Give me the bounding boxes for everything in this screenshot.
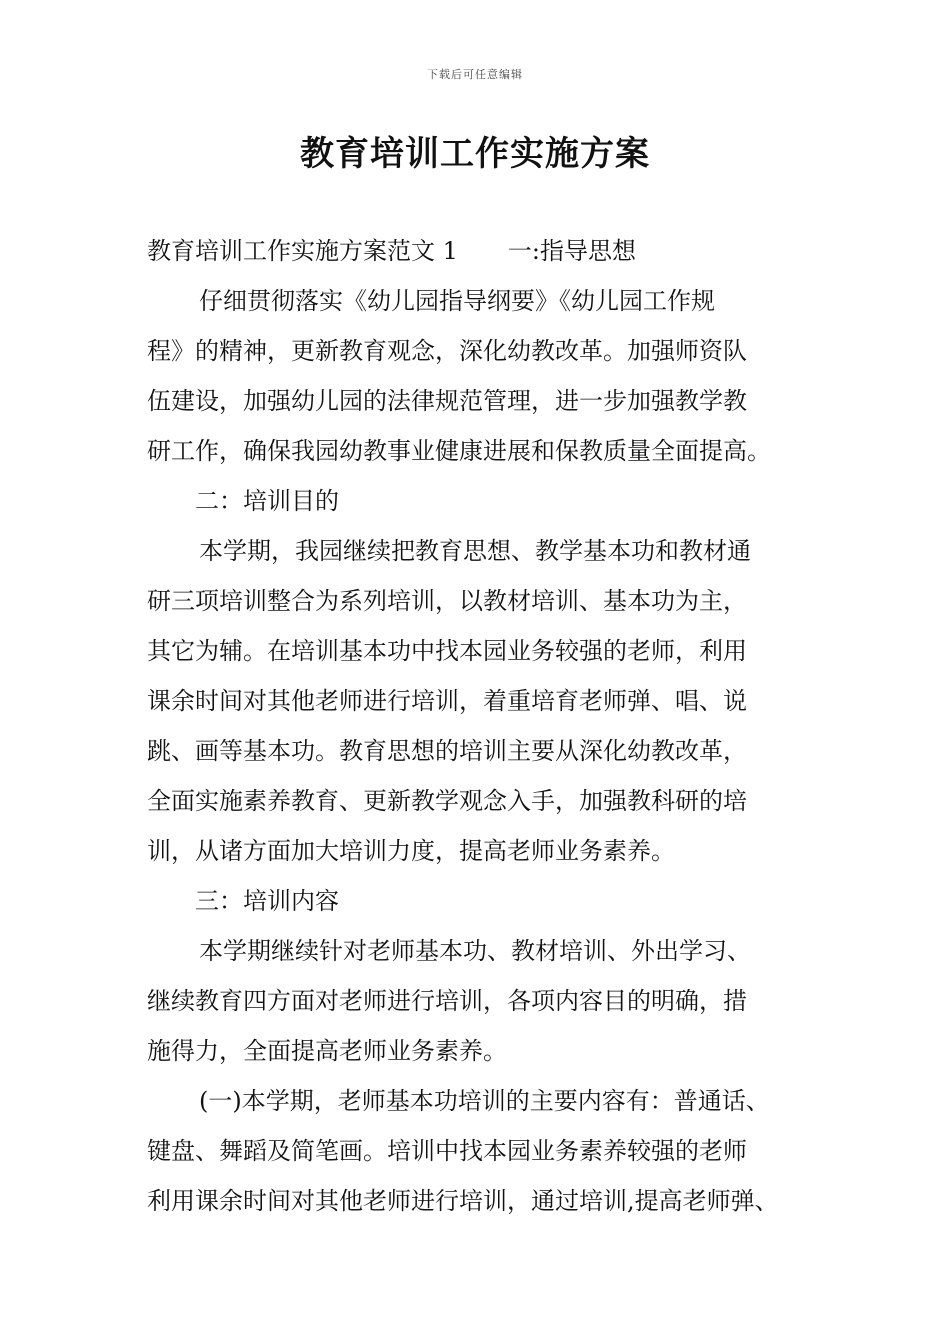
paragraph-line: 伍建设，加强幼儿园的法律规范管理，进一步加强教学教 <box>147 387 747 415</box>
document-title: 教育培训工作实施方案 <box>300 134 650 174</box>
paragraph-line: 研工作，确保我园幼教事业健康进展和保教质量全面提高。 <box>147 437 771 465</box>
paragraph-line: 研三项培训整合为系列培训，以教材培训、基本功为主， <box>147 587 747 615</box>
section-one-heading: 一:指导思想 <box>507 237 636 265</box>
header-note: 下载后可任意编辑 <box>427 68 523 81</box>
paragraph-line: 本学期继续针对老师基本功、教材培训、外出学习、 <box>199 937 751 965</box>
paragraph-line: (一)本学期，老师基本功培训的主要内容有：普通话、 <box>199 1087 770 1115</box>
paragraph-line: 程》的精神，更新教育观念，深化幼教改革。加强师资队 <box>147 337 747 365</box>
paragraph-line: 本学期，我园继续把教育思想、教学基本功和教材通 <box>199 537 751 565</box>
paragraph-line: 键盘、舞蹈及简笔画。培训中找本园业务素养较强的老师 <box>147 1137 747 1165</box>
section-two-heading: 二：培训目的 <box>195 487 339 515</box>
paragraph-line: 仔细贯彻落实《幼儿园指导纲要》《幼儿园工作规 <box>199 287 715 315</box>
paragraph-line: 跳、画等基本功。教育思想的培训主要从深化幼教改革， <box>147 737 747 765</box>
document-body <box>147 226 827 1226</box>
paragraph-line: 继续教育四方面对老师进行培训，各项内容目的明确，措 <box>147 987 747 1015</box>
paragraph-line: 训，从诸方面加大培训力度，提高老师业务素养。 <box>147 837 675 865</box>
paragraph-line: 全面实施素养教育、更新教学观念入手，加强教科研的培 <box>147 787 747 815</box>
paragraph-line: 利用课余时间对其他老师进行培训，通过培训,提高老师弹、 <box>147 1187 779 1215</box>
paragraph-line: 施得力，全面提高老师业务素养。 <box>147 1037 507 1065</box>
section-three-heading: 三：培训内容 <box>195 887 339 915</box>
doc-label: 教育培训工作实施方案范文 1 <box>147 237 458 265</box>
intro-line <box>147 226 827 276</box>
paragraph-line: 课余时间对其他老师进行培训，着重培育老师弹、唱、说 <box>147 687 747 715</box>
paragraph-line: 其它为辅。在培训基本功中找本园业务较强的老师，利用 <box>147 637 747 665</box>
